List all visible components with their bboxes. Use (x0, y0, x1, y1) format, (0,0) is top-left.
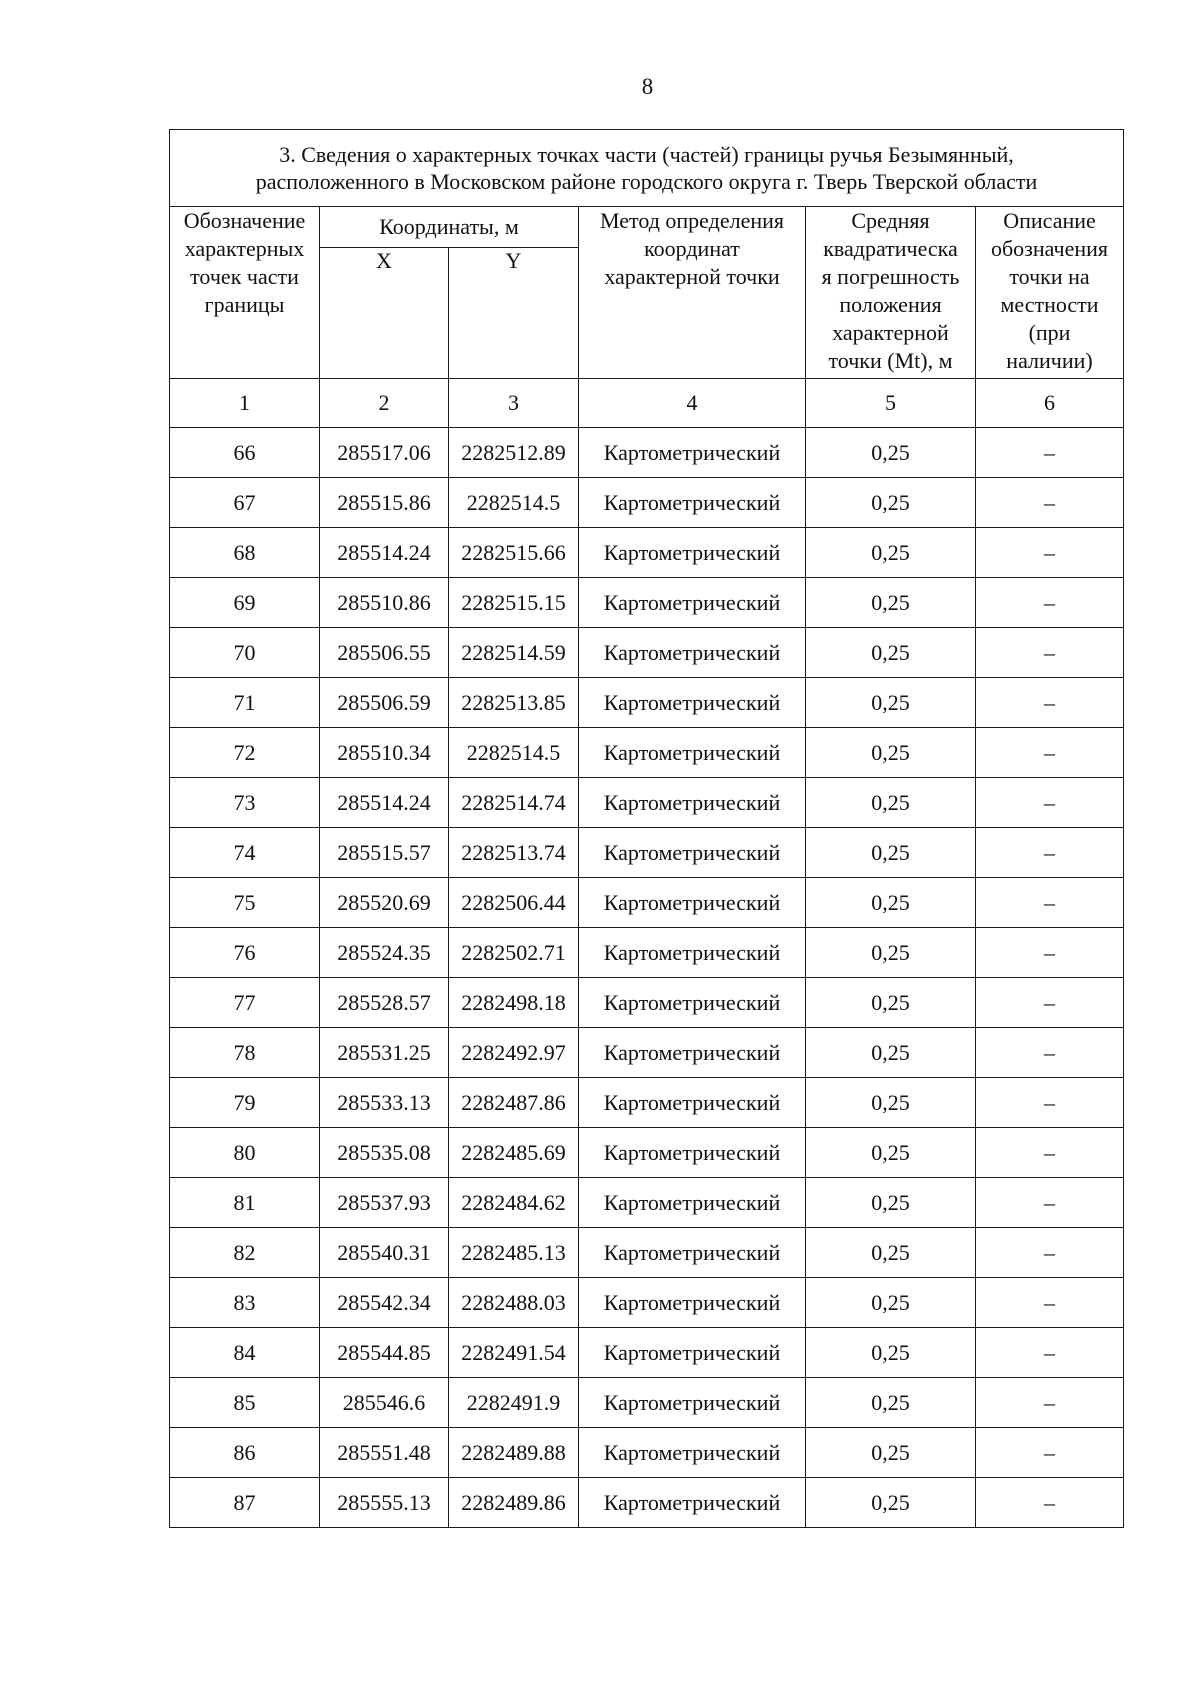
y-coordinate-cell: 2282506.44 (449, 878, 579, 928)
error-cell: 0,25 (806, 1178, 976, 1228)
point-cell: 71 (170, 678, 320, 728)
page-number: 8 (641, 74, 654, 99)
error-cell: 0,25 (806, 978, 976, 1028)
y-coordinate-cell: 2282513.85 (449, 678, 579, 728)
method-cell: Картометрический (579, 528, 806, 578)
y-coordinate-cell: 2282513.74 (449, 828, 579, 878)
point-cell: 79 (170, 1078, 320, 1128)
table-row (170, 428, 1124, 478)
table-row (170, 728, 1124, 778)
error-cell: 0,25 (806, 678, 976, 728)
error-cell: 0,25 (806, 1078, 976, 1128)
column-number: 6 (976, 379, 1124, 428)
x-coordinate-cell: 285520.69 (320, 878, 449, 928)
method-cell: Картометрический (579, 428, 806, 478)
table-row (170, 878, 1124, 928)
description-cell: – (976, 628, 1124, 678)
error-cell: 0,25 (806, 728, 976, 778)
error-cell: 0,25 (806, 1228, 976, 1278)
x-coordinate-cell: 285540.31 (320, 1228, 449, 1278)
point-cell: 73 (170, 778, 320, 828)
header-y: Y (449, 248, 579, 379)
method-cell: Картометрический (579, 1278, 806, 1328)
error-cell: 0,25 (806, 1328, 976, 1378)
x-coordinate-cell: 285535.08 (320, 1128, 449, 1178)
method-cell: Картометрический (579, 1078, 806, 1128)
y-coordinate-cell: 2282514.5 (449, 478, 579, 528)
description-cell: – (976, 1228, 1124, 1278)
point-cell: 77 (170, 978, 320, 1028)
point-cell: 84 (170, 1328, 320, 1378)
point-cell: 66 (170, 428, 320, 478)
table-row (170, 1428, 1124, 1478)
point-cell: 70 (170, 628, 320, 678)
error-cell: 0,25 (806, 778, 976, 828)
x-coordinate-cell: 285551.48 (320, 1428, 449, 1478)
error-cell: 0,25 (806, 428, 976, 478)
y-coordinate-cell: 2282489.86 (449, 1478, 579, 1528)
y-coordinate-cell: 2282491.9 (449, 1378, 579, 1428)
error-cell: 0,25 (806, 528, 976, 578)
point-cell: 87 (170, 1478, 320, 1528)
point-cell: 83 (170, 1278, 320, 1328)
error-cell: 0,25 (806, 1028, 976, 1078)
description-cell: – (976, 1478, 1124, 1528)
y-coordinate-cell: 2282491.54 (449, 1328, 579, 1378)
x-coordinate-cell: 285514.24 (320, 778, 449, 828)
y-coordinate-cell: 2282514.74 (449, 778, 579, 828)
table-row (170, 1128, 1124, 1178)
table-row (170, 1028, 1124, 1078)
description-cell: – (976, 1428, 1124, 1478)
header-coordinates: Координаты, м (320, 207, 579, 248)
table-title (170, 130, 1124, 207)
point-cell: 82 (170, 1228, 320, 1278)
header-method: Метод определения координат характерной точки (579, 207, 806, 379)
description-cell: – (976, 878, 1124, 928)
method-cell: Картометрический (579, 728, 806, 778)
table-row (170, 1378, 1124, 1428)
x-coordinate-cell: 285506.55 (320, 628, 449, 678)
y-coordinate-cell: 2282514.5 (449, 728, 579, 778)
table-title-line: 3. Сведения о характерных точках части (частей) границы ручья Безымянный, (279, 142, 1014, 167)
table-row (170, 1228, 1124, 1278)
description-cell: – (976, 1078, 1124, 1128)
description-cell: – (976, 678, 1124, 728)
method-cell: Картометрический (579, 1478, 806, 1528)
description-cell: – (976, 1328, 1124, 1378)
method-cell: Картометрический (579, 828, 806, 878)
column-numbers-row (170, 379, 1124, 428)
method-cell: Картометрический (579, 878, 806, 928)
x-coordinate-cell: 285537.93 (320, 1178, 449, 1228)
header-error: Средняя квадратическа я погрешность положения характерной точки (Mt), м (806, 207, 976, 379)
point-cell: 67 (170, 478, 320, 528)
description-cell: – (976, 978, 1124, 1028)
method-cell: Картометрический (579, 678, 806, 728)
x-coordinate-cell: 285515.86 (320, 478, 449, 528)
y-coordinate-cell: 2282489.88 (449, 1428, 579, 1478)
y-coordinate-cell: 2282484.62 (449, 1178, 579, 1228)
x-coordinate-cell: 285515.57 (320, 828, 449, 878)
error-cell: 0,25 (806, 1478, 976, 1528)
table-row (170, 478, 1124, 528)
point-cell: 68 (170, 528, 320, 578)
x-coordinate-cell: 285531.25 (320, 1028, 449, 1078)
y-coordinate-cell: 2282485.13 (449, 1228, 579, 1278)
table-row (170, 1078, 1124, 1128)
point-cell: 69 (170, 578, 320, 628)
description-cell: – (976, 528, 1124, 578)
point-cell: 74 (170, 828, 320, 878)
point-cell: 72 (170, 728, 320, 778)
method-cell: Картометрический (579, 578, 806, 628)
y-coordinate-cell: 2282498.18 (449, 978, 579, 1028)
point-cell: 86 (170, 1428, 320, 1478)
method-cell: Картометрический (579, 928, 806, 978)
error-cell: 0,25 (806, 878, 976, 928)
method-cell: Картометрический (579, 1228, 806, 1278)
x-coordinate-cell: 285510.34 (320, 728, 449, 778)
method-cell: Картометрический (579, 1328, 806, 1378)
point-cell: 80 (170, 1128, 320, 1178)
description-cell: – (976, 828, 1124, 878)
x-coordinate-cell: 285528.57 (320, 978, 449, 1028)
column-number: 1 (170, 379, 320, 428)
point-cell: 85 (170, 1378, 320, 1428)
method-cell: Картометрический (579, 1178, 806, 1228)
point-cell: 78 (170, 1028, 320, 1078)
description-cell: – (976, 1278, 1124, 1328)
description-cell: – (976, 1378, 1124, 1428)
method-cell: Картометрический (579, 978, 806, 1028)
y-coordinate-cell: 2282487.86 (449, 1078, 579, 1128)
error-cell: 0,25 (806, 828, 976, 878)
column-number: 2 (320, 379, 449, 428)
y-coordinate-cell: 2282502.71 (449, 928, 579, 978)
header-x: X (320, 248, 449, 379)
description-cell: – (976, 1178, 1124, 1228)
table-row (170, 528, 1124, 578)
table-row (170, 1328, 1124, 1378)
error-cell: 0,25 (806, 478, 976, 528)
description-cell: – (976, 1128, 1124, 1178)
table-row (170, 828, 1124, 878)
table-row (170, 928, 1124, 978)
x-coordinate-cell: 285533.13 (320, 1078, 449, 1128)
y-coordinate-cell: 2282515.15 (449, 578, 579, 628)
column-number: 5 (806, 379, 976, 428)
x-coordinate-cell: 285555.13 (320, 1478, 449, 1528)
y-coordinate-cell: 2282515.66 (449, 528, 579, 578)
error-cell: 0,25 (806, 628, 976, 678)
x-coordinate-cell: 285517.06 (320, 428, 449, 478)
error-cell: 0,25 (806, 928, 976, 978)
table-row (170, 1178, 1124, 1228)
description-cell: – (976, 1028, 1124, 1078)
method-cell: Картометрический (579, 628, 806, 678)
y-coordinate-cell: 2282512.89 (449, 428, 579, 478)
error-cell: 0,25 (806, 1428, 976, 1478)
error-cell: 0,25 (806, 1128, 976, 1178)
header-row (170, 207, 1124, 248)
description-cell: – (976, 478, 1124, 528)
x-coordinate-cell: 285544.85 (320, 1328, 449, 1378)
point-cell: 75 (170, 878, 320, 928)
table-row (170, 628, 1124, 678)
method-cell: Картометрический (579, 1128, 806, 1178)
method-cell: Картометрический (579, 1028, 806, 1078)
header-point-designation: Обозначение характерных точек части границы (170, 207, 320, 379)
method-cell: Картометрический (579, 1378, 806, 1428)
y-coordinate-cell: 2282492.97 (449, 1028, 579, 1078)
table-row (170, 978, 1124, 1028)
description-cell: – (976, 928, 1124, 978)
error-cell: 0,25 (806, 1278, 976, 1328)
table-row (170, 1278, 1124, 1328)
method-cell: Картометрический (579, 1428, 806, 1478)
error-cell: 0,25 (806, 1378, 976, 1428)
table-row (170, 678, 1124, 728)
x-coordinate-cell: 285524.35 (320, 928, 449, 978)
method-cell: Картометрический (579, 478, 806, 528)
table-row (170, 578, 1124, 628)
x-coordinate-cell: 285514.24 (320, 528, 449, 578)
point-cell: 81 (170, 1178, 320, 1228)
description-cell: – (976, 778, 1124, 828)
y-coordinate-cell: 2282485.69 (449, 1128, 579, 1178)
table-title-line: расположенного в Московском районе городского округа г. Тверь Тверской области (255, 169, 1038, 194)
column-number: 4 (579, 379, 806, 428)
x-coordinate-cell: 285510.86 (320, 578, 449, 628)
table-body (170, 428, 1124, 1528)
description-cell: – (976, 428, 1124, 478)
y-coordinate-cell: 2282488.03 (449, 1278, 579, 1328)
column-number: 3 (449, 379, 579, 428)
table-row (170, 1478, 1124, 1528)
table-title-row (170, 130, 1124, 207)
y-coordinate-cell: 2282514.59 (449, 628, 579, 678)
point-cell: 76 (170, 928, 320, 978)
x-coordinate-cell: 285506.59 (320, 678, 449, 728)
description-cell: – (976, 728, 1124, 778)
table-row (170, 778, 1124, 828)
header-description: Описание обозначения точки на местности (при наличии) (976, 207, 1124, 379)
boundary-points-table (169, 129, 1124, 1528)
x-coordinate-cell: 285546.6 (320, 1378, 449, 1428)
method-cell: Картометрический (579, 778, 806, 828)
error-cell: 0,25 (806, 578, 976, 628)
x-coordinate-cell: 285542.34 (320, 1278, 449, 1328)
description-cell: – (976, 578, 1124, 628)
